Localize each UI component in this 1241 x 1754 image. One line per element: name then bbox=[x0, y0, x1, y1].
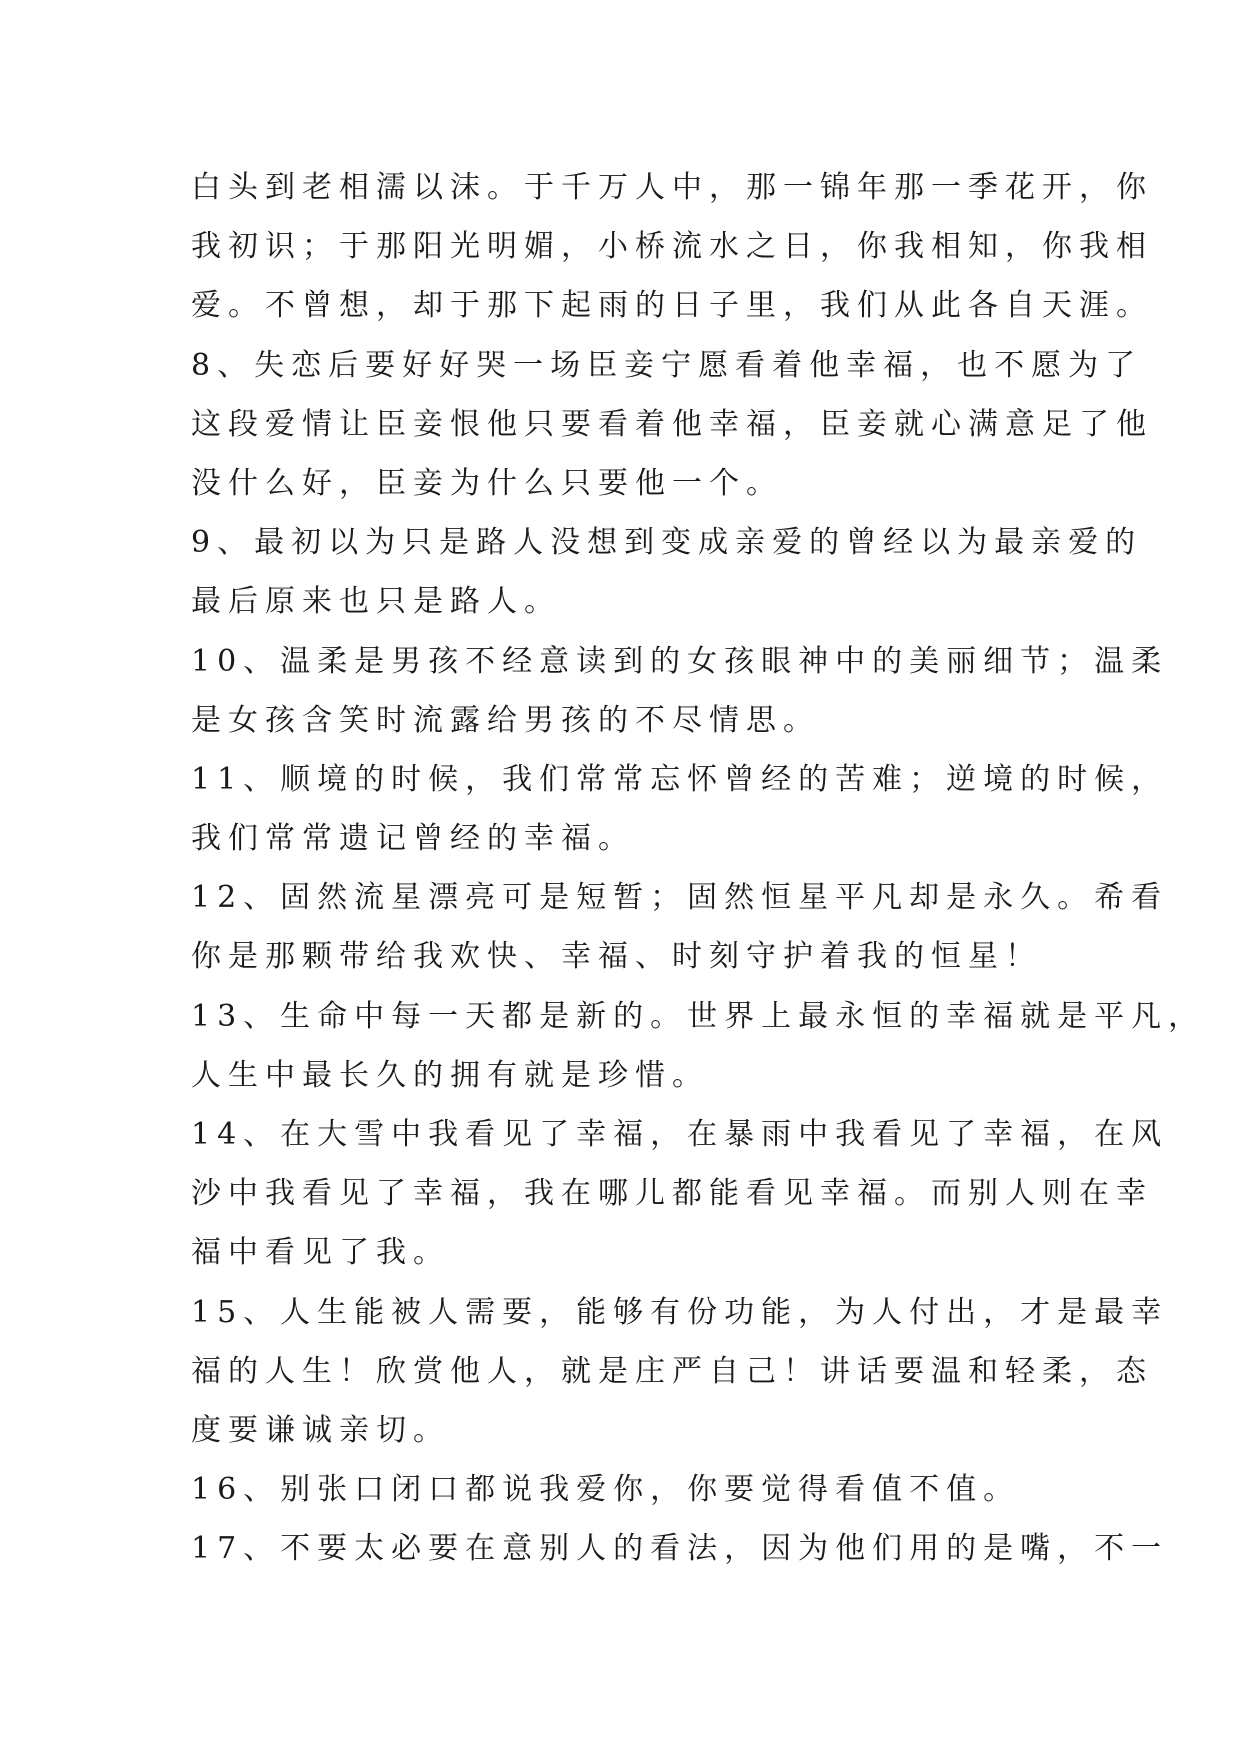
text-line: 我初识；于那阳光明媚，小桥流水之日，你我相知，你我相 bbox=[191, 229, 1153, 265]
text-line: 没什么好，臣妾为什么只要他一个。 bbox=[191, 465, 783, 501]
text-line: 10、温柔是男孩不经意读到的女孩眼神中的美丽细节；温柔 bbox=[191, 643, 1169, 679]
text-line: 你是那颗带给我欢快、幸福、时刻守护着我的恒星！ bbox=[191, 939, 1042, 975]
text-line: 我们常常遗记曾经的幸福。 bbox=[191, 821, 635, 857]
text-line: 13、生命中每一天都是新的。世界上最永恒的幸福就是平凡， bbox=[191, 998, 1206, 1034]
text-line: 这段爱情让臣妾恨他只要看着他幸福，臣妾就心满意足了他 bbox=[191, 406, 1153, 442]
text-line: 8、失恋后要好好哭一场臣妾宁愿看着他幸福，也不愿为了 bbox=[191, 347, 1143, 383]
text-line: 12、固然流星漂亮可是短暂；固然恒星平凡却是永久。希看 bbox=[191, 880, 1169, 916]
text-line: 福的人生！欣赏他人，就是庄严自己！讲话要温和轻柔，态 bbox=[191, 1353, 1153, 1389]
text-line: 14、在大雪中我看见了幸福，在暴雨中我看见了幸福，在风 bbox=[191, 1117, 1169, 1152]
text-line: 最后原来也只是路人。 bbox=[191, 584, 561, 620]
text-line: 沙中我看见了幸福，我在哪儿都能看见幸福。而别人则在幸 bbox=[191, 1176, 1153, 1212]
text-line: 爱。不曾想，却于那下起雨的日子里，我们从此各自天涯。 bbox=[191, 288, 1153, 324]
text-line: 福中看见了我。 bbox=[191, 1235, 450, 1271]
text-line: 15、人生能被人需要，能够有份功能，为人付出，才是最幸 bbox=[191, 1294, 1169, 1330]
document-body bbox=[191, 158, 1206, 1579]
text-line: 16、别张口闭口都说我爱你，你要觉得看值不值。 bbox=[191, 1472, 1021, 1508]
text-line: 度要谦诚亲切。 bbox=[191, 1412, 450, 1448]
text-line: 17、不要太必要在意别人的看法，因为他们用的是嘴，不一 bbox=[191, 1531, 1169, 1567]
text-line: 11、顺境的时候，我们常常忘怀曾经的苦难；逆境的时候， bbox=[191, 761, 1169, 797]
text-line: 白头到老相濡以沫。于千万人中，那一锦年那一季花开，你 bbox=[191, 170, 1153, 205]
text-line: 是女孩含笑时流露给男孩的不尽情思。 bbox=[191, 702, 820, 738]
text-line: 9、最初以为只是路人没想到变成亲爱的曾经以为最亲爱的 bbox=[191, 525, 1143, 561]
text-line: 人生中最长久的拥有就是珍惜。 bbox=[191, 1057, 709, 1093]
